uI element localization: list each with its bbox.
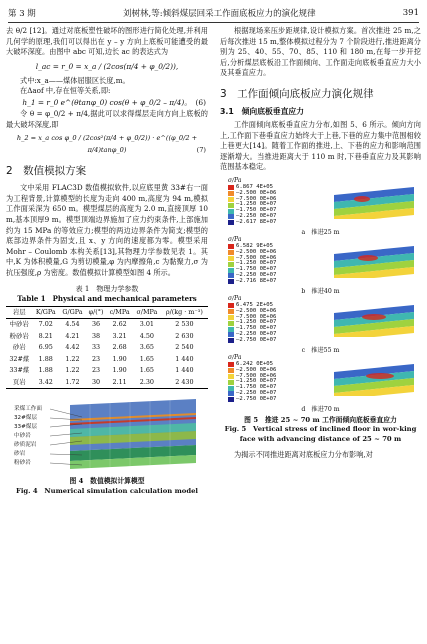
figure-5-caption-en: Fig. 5 Vertical stress of inclined floor in wor-king face with advancing distance of 25 ~ 70 m: [224, 425, 417, 443]
table-cell: 36: [91, 320, 101, 328]
legend-swatch: [228, 244, 234, 249]
paragraph: 工作面倾向底板垂直应力分布,如图 5、6 所示。倾向方向上,工作面下巷垂直应力始终大于上巷,下巷的应力集中范围相较上巷更大[14]。随着工作面的推进,上、下巷的应力和影响范围逐渐增大。当推进距离大于 110 m 时,下巷垂直应力及其影响范围基本稳定。: [220, 119, 421, 172]
section-heading: 2 数值模拟方案: [6, 165, 87, 178]
table-cell: 4.42: [65, 343, 80, 351]
table-cell: 1.90: [112, 366, 127, 374]
table-cell: 4.21: [65, 331, 80, 340]
table-cell: 1.22: [65, 366, 80, 374]
legend-value: 6.242 0E+05: [236, 360, 274, 367]
table-header-cell: G/GPa: [59, 306, 86, 319]
table-cell: 1 440: [175, 366, 194, 374]
table-cell: 1.88: [38, 366, 53, 374]
table-cell: 33#煤: [9, 366, 30, 374]
paragraph: 文中采用 FLAC3D 数值模拟软件,以应底里黄 33#右一面为工程背景,计算模型的长度为走向 400 m,高度为 94 m,模拟工作面采深为 650 m。模型煤层的高度为 2.0 m,直接顶厚 10 m,基本顶厚9 m。模型顶端边界施加了应力约束条件,上部施加约为 15 MPa 的等效应力;模型的两边边界条件为简支;模型的底部边界条件为固支,且 x、y 方向的速度都为零。模型采用 Mohr – Coulomb 本构关系[13],其物理力学参数见表 1。其中,K 为体积模量,G 为剪切模量,φ 为内摩擦角,c 为黏聚力,σ 为抗压强度,ρ 为密度。数值模拟计算模型如图 4 所示。: [6, 183, 208, 277]
legend-swatch: [228, 303, 234, 308]
table-cell: 砂岩: [12, 343, 26, 351]
table-cell: 3.21: [112, 331, 127, 340]
legend-entry: [228, 397, 276, 403]
parameters-table: [6, 306, 208, 390]
table-cell: 32#煤: [9, 354, 30, 363]
running-header: [8, 6, 419, 23]
figure-4-caption-en: Fig. 4 Numerical simulation calculation model: [16, 486, 198, 495]
panel-caption: d 推进70 m: [301, 405, 340, 413]
table-header-cell: K/GPa: [33, 306, 59, 319]
table-cell: 2.62: [112, 320, 127, 328]
table-cell: 1.22: [65, 354, 80, 363]
legend-swatch: [228, 391, 234, 396]
table-cell: 4.50: [139, 331, 154, 340]
table-header-cell: φ/(°): [86, 306, 106, 319]
table-header-cell: c/MPa: [106, 306, 133, 319]
panel-unit-label: σ/Pa: [228, 294, 242, 302]
panel-unit-label: σ/Pa: [228, 176, 242, 184]
figure-5-caption-cn: 图 5 推进 25 ~ 70 m 工作面倾向底板垂直应力: [244, 415, 397, 424]
simulation-model-figure: [10, 395, 204, 473]
equation-number: (7): [196, 146, 206, 155]
paragraph: 式中:x_a——煤体屈服区长度,m。: [20, 75, 130, 85]
subsection-heading: 3.1 倾向底板垂直应力: [220, 106, 304, 116]
color-legend: [228, 185, 276, 226]
page-number: 391: [402, 8, 419, 18]
legend-swatch: [228, 338, 234, 343]
equation-body: h_2 = x_a cos φ_0 / (2cos²(π/4 + φ_0/2)) · e^((φ_0/2 + π/4)tanφ_0): [16, 134, 198, 155]
legend-value: 6.582 9E+05: [236, 242, 274, 249]
table-row: [6, 319, 208, 331]
legend-swatch: [228, 327, 234, 332]
legend-swatch: [228, 362, 234, 367]
legend-swatch: [228, 397, 234, 402]
legend-swatch: [228, 386, 234, 391]
legend-swatch: [228, 273, 234, 278]
table-row: [6, 331, 208, 343]
equation-7: [6, 132, 208, 156]
legend-swatch: [228, 262, 234, 267]
table-cell: 23: [91, 366, 101, 374]
paragraph: 去 θ/2 [12]。通过对底板塑性破坏的图形进行简化处理,并利用几何学的原理,我们可以得出在 y – y 方向上底板可能遭受的最大破坏深度。由图中 abc 可知,边长 ac 的表达式为: [6, 26, 208, 57]
stress-panel: [220, 354, 421, 413]
table-cell: 1.65: [139, 366, 154, 374]
panel-caption: b 推进40 m: [301, 287, 340, 295]
panel-caption: c 推进55 m: [301, 346, 340, 354]
legend-value: –2.617 8E+07: [236, 218, 277, 225]
table-cell: 中砂岩: [9, 320, 29, 328]
issue-number: 第 3 期: [8, 9, 36, 19]
model-label: 中砂岩: [14, 433, 31, 439]
panel-unit-label: σ/Pa: [228, 353, 242, 361]
legend-swatch: [228, 368, 234, 373]
legend-swatch: [228, 209, 234, 214]
table-cell: 1.90: [112, 354, 127, 363]
legend-value: –7.500 0E+06: [236, 254, 277, 261]
legend-value: –2.750 0E+07: [236, 336, 277, 343]
table-header-cell: 岩层: [6, 306, 33, 319]
table-row: [6, 365, 208, 377]
legend-value: –7.500 0E+06: [236, 372, 277, 379]
table-cell: 7.02: [38, 320, 53, 328]
legend-value: –2.500 0E+06: [236, 248, 277, 255]
legend-value: –1.750 0E+07: [236, 325, 277, 332]
table-cell: 3.65: [139, 343, 154, 351]
legend-value: –7.500 0E+06: [236, 313, 277, 320]
legend-entry: [228, 338, 276, 344]
table-cell: 30: [86, 377, 106, 389]
table-cell: 1.72: [59, 377, 86, 389]
stress-panel: [220, 295, 421, 354]
table-cell: 23: [91, 354, 101, 363]
table-header-cell: ρ/(kg · m⁻³): [161, 306, 208, 319]
paragraph: 令 θ = φ_0/2 + π/4,据此可以求得煤层走向方向上底板的最大破坏深度,即: [6, 108, 208, 129]
table-row: [6, 342, 208, 354]
table-cell: 粉砂岩: [9, 331, 29, 340]
equation: l_ac = r_0 = x_a / (2cos(π/4 + φ_0/2)),: [35, 61, 179, 71]
legend-swatch: [228, 191, 234, 196]
figure-5: [220, 177, 421, 413]
legend-value: 6.475 2E+05: [236, 301, 274, 308]
legend-value: –2.250 0E+07: [236, 330, 277, 337]
model-label: 采煤工作面: [14, 406, 42, 412]
model-label: 粉砂岩: [14, 460, 31, 466]
legend-value: –1.750 0E+07: [236, 384, 277, 391]
legend-swatch: [228, 268, 234, 273]
legend-value: –1.250 0E+07: [236, 319, 277, 326]
paragraph: 根据现场来压步距规律,设计模拟方案。首次推进 25 m,之后每次推进 15 m,整体模拟过程分为 7 个阶段进行,推进距离分别为 25、40、55、70、85、110 和 180 m,在每一步开挖后,分析煤层底板沿工作面倾向、工作面走向底板垂直应力大小及其垂直应力。: [220, 26, 421, 78]
stress-contour-plot: [332, 183, 416, 219]
legend-swatch: [228, 321, 234, 326]
table-cell: 2 540: [175, 343, 194, 351]
legend-swatch: [228, 380, 234, 385]
legend-value: –7.500 0E+06: [236, 195, 277, 202]
legend-swatch: [228, 185, 234, 190]
legend-value: 6.867 4E+05: [236, 183, 274, 190]
legend-swatch: [228, 197, 234, 202]
table-cell: 1 440: [175, 354, 194, 363]
legend-entry: [228, 220, 276, 226]
section-heading: 3 工作面倾向底板应力演化规律: [220, 87, 374, 100]
table-cell: 1.88: [38, 354, 53, 363]
table-cell: 2.11: [106, 377, 133, 389]
legend-swatch: [228, 250, 234, 255]
legend-swatch: [228, 220, 234, 225]
table-cell: 2 530: [175, 320, 194, 328]
model-label: 32#煤层: [14, 415, 37, 421]
table-row: [6, 377, 208, 389]
model-label: 砂质泥岩: [14, 442, 37, 448]
table-cell: 2 630: [175, 331, 194, 340]
color-legend: [228, 303, 276, 344]
stress-panel: [220, 177, 421, 236]
table-cell: 1.65: [139, 354, 154, 363]
table-cell: 8.21: [38, 331, 53, 340]
legend-value: –2.250 0E+07: [236, 271, 277, 278]
equation-number: (6): [195, 97, 206, 107]
legend-swatch: [228, 332, 234, 337]
table-cell: 3.42: [33, 377, 59, 389]
table-header-cell: σ/MPa: [133, 306, 161, 319]
legend-value: –2.250 0E+07: [236, 212, 277, 219]
legend-swatch: [228, 214, 234, 219]
color-legend: [228, 244, 276, 285]
legend-swatch: [228, 309, 234, 314]
legend-value: –2.716 8E+07: [236, 277, 277, 284]
right-column: [220, 26, 421, 461]
equation-body: h_1 = r_0 e^(θtanφ_0) cos(θ + φ_0/2 – π/4)。: [22, 97, 192, 107]
left-column: [6, 26, 208, 496]
table-cell: 2.68: [112, 343, 127, 351]
equation-6: [6, 97, 208, 109]
stress-contour-plot: [332, 242, 416, 278]
table-cell: 2.30: [133, 377, 161, 389]
legend-swatch: [228, 256, 234, 261]
table-caption-cn: 表 1 物理力学参数: [75, 284, 139, 293]
legend-value: –2.500 0E+06: [236, 189, 277, 196]
panel-caption: a 推进25 m: [301, 228, 340, 236]
model-label: 33#煤层: [14, 424, 37, 430]
running-title: 刘树林,等:倾斜煤层回采工作面底板应力的演化规律: [123, 9, 316, 19]
paragraph: 为揭示不同推进距离对底板应力分布影响,对: [234, 450, 373, 460]
table-cell: 33: [91, 343, 101, 351]
legend-swatch: [228, 203, 234, 208]
legend-value: –2.500 0E+06: [236, 366, 277, 373]
table-cell: 38: [91, 331, 101, 340]
table-cell: 4.54: [65, 320, 80, 328]
stress-panel: [220, 236, 421, 295]
panel-unit-label: σ/Pa: [228, 235, 242, 243]
stress-contour-plot: [332, 360, 416, 396]
legend-swatch: [228, 374, 234, 379]
legend-swatch: [228, 315, 234, 320]
legend-value: –1.750 0E+07: [236, 207, 277, 214]
table-cell: 6.95: [38, 343, 53, 351]
color-legend: [228, 362, 276, 403]
table-caption-en: Table 1 Physical and mechanical parameters: [17, 293, 197, 303]
paragraph: 在Δaof 中,存在恒等关系,即:: [20, 86, 111, 96]
legend-value: –2.250 0E+07: [236, 389, 277, 396]
stress-contour-plot: [332, 301, 416, 337]
table-row: [6, 354, 208, 366]
model-label: 砂岩: [14, 451, 26, 457]
legend-value: –1.750 0E+07: [236, 266, 277, 273]
table-cell: 3.01: [139, 320, 154, 328]
legend-value: –1.250 0E+07: [236, 201, 277, 208]
table-cell: 页岩: [6, 377, 33, 389]
table-cell: 2 430: [161, 377, 208, 389]
legend-swatch: [228, 279, 234, 284]
legend-value: –1.250 0E+07: [236, 378, 277, 385]
legend-value: –2.750 0E+07: [236, 395, 277, 402]
legend-entry: [228, 279, 276, 285]
legend-value: –2.500 0E+06: [236, 307, 277, 314]
legend-value: –1.250 0E+07: [236, 260, 277, 267]
figure-4-caption-cn: 图 4 数值模拟计算模型: [69, 477, 145, 485]
